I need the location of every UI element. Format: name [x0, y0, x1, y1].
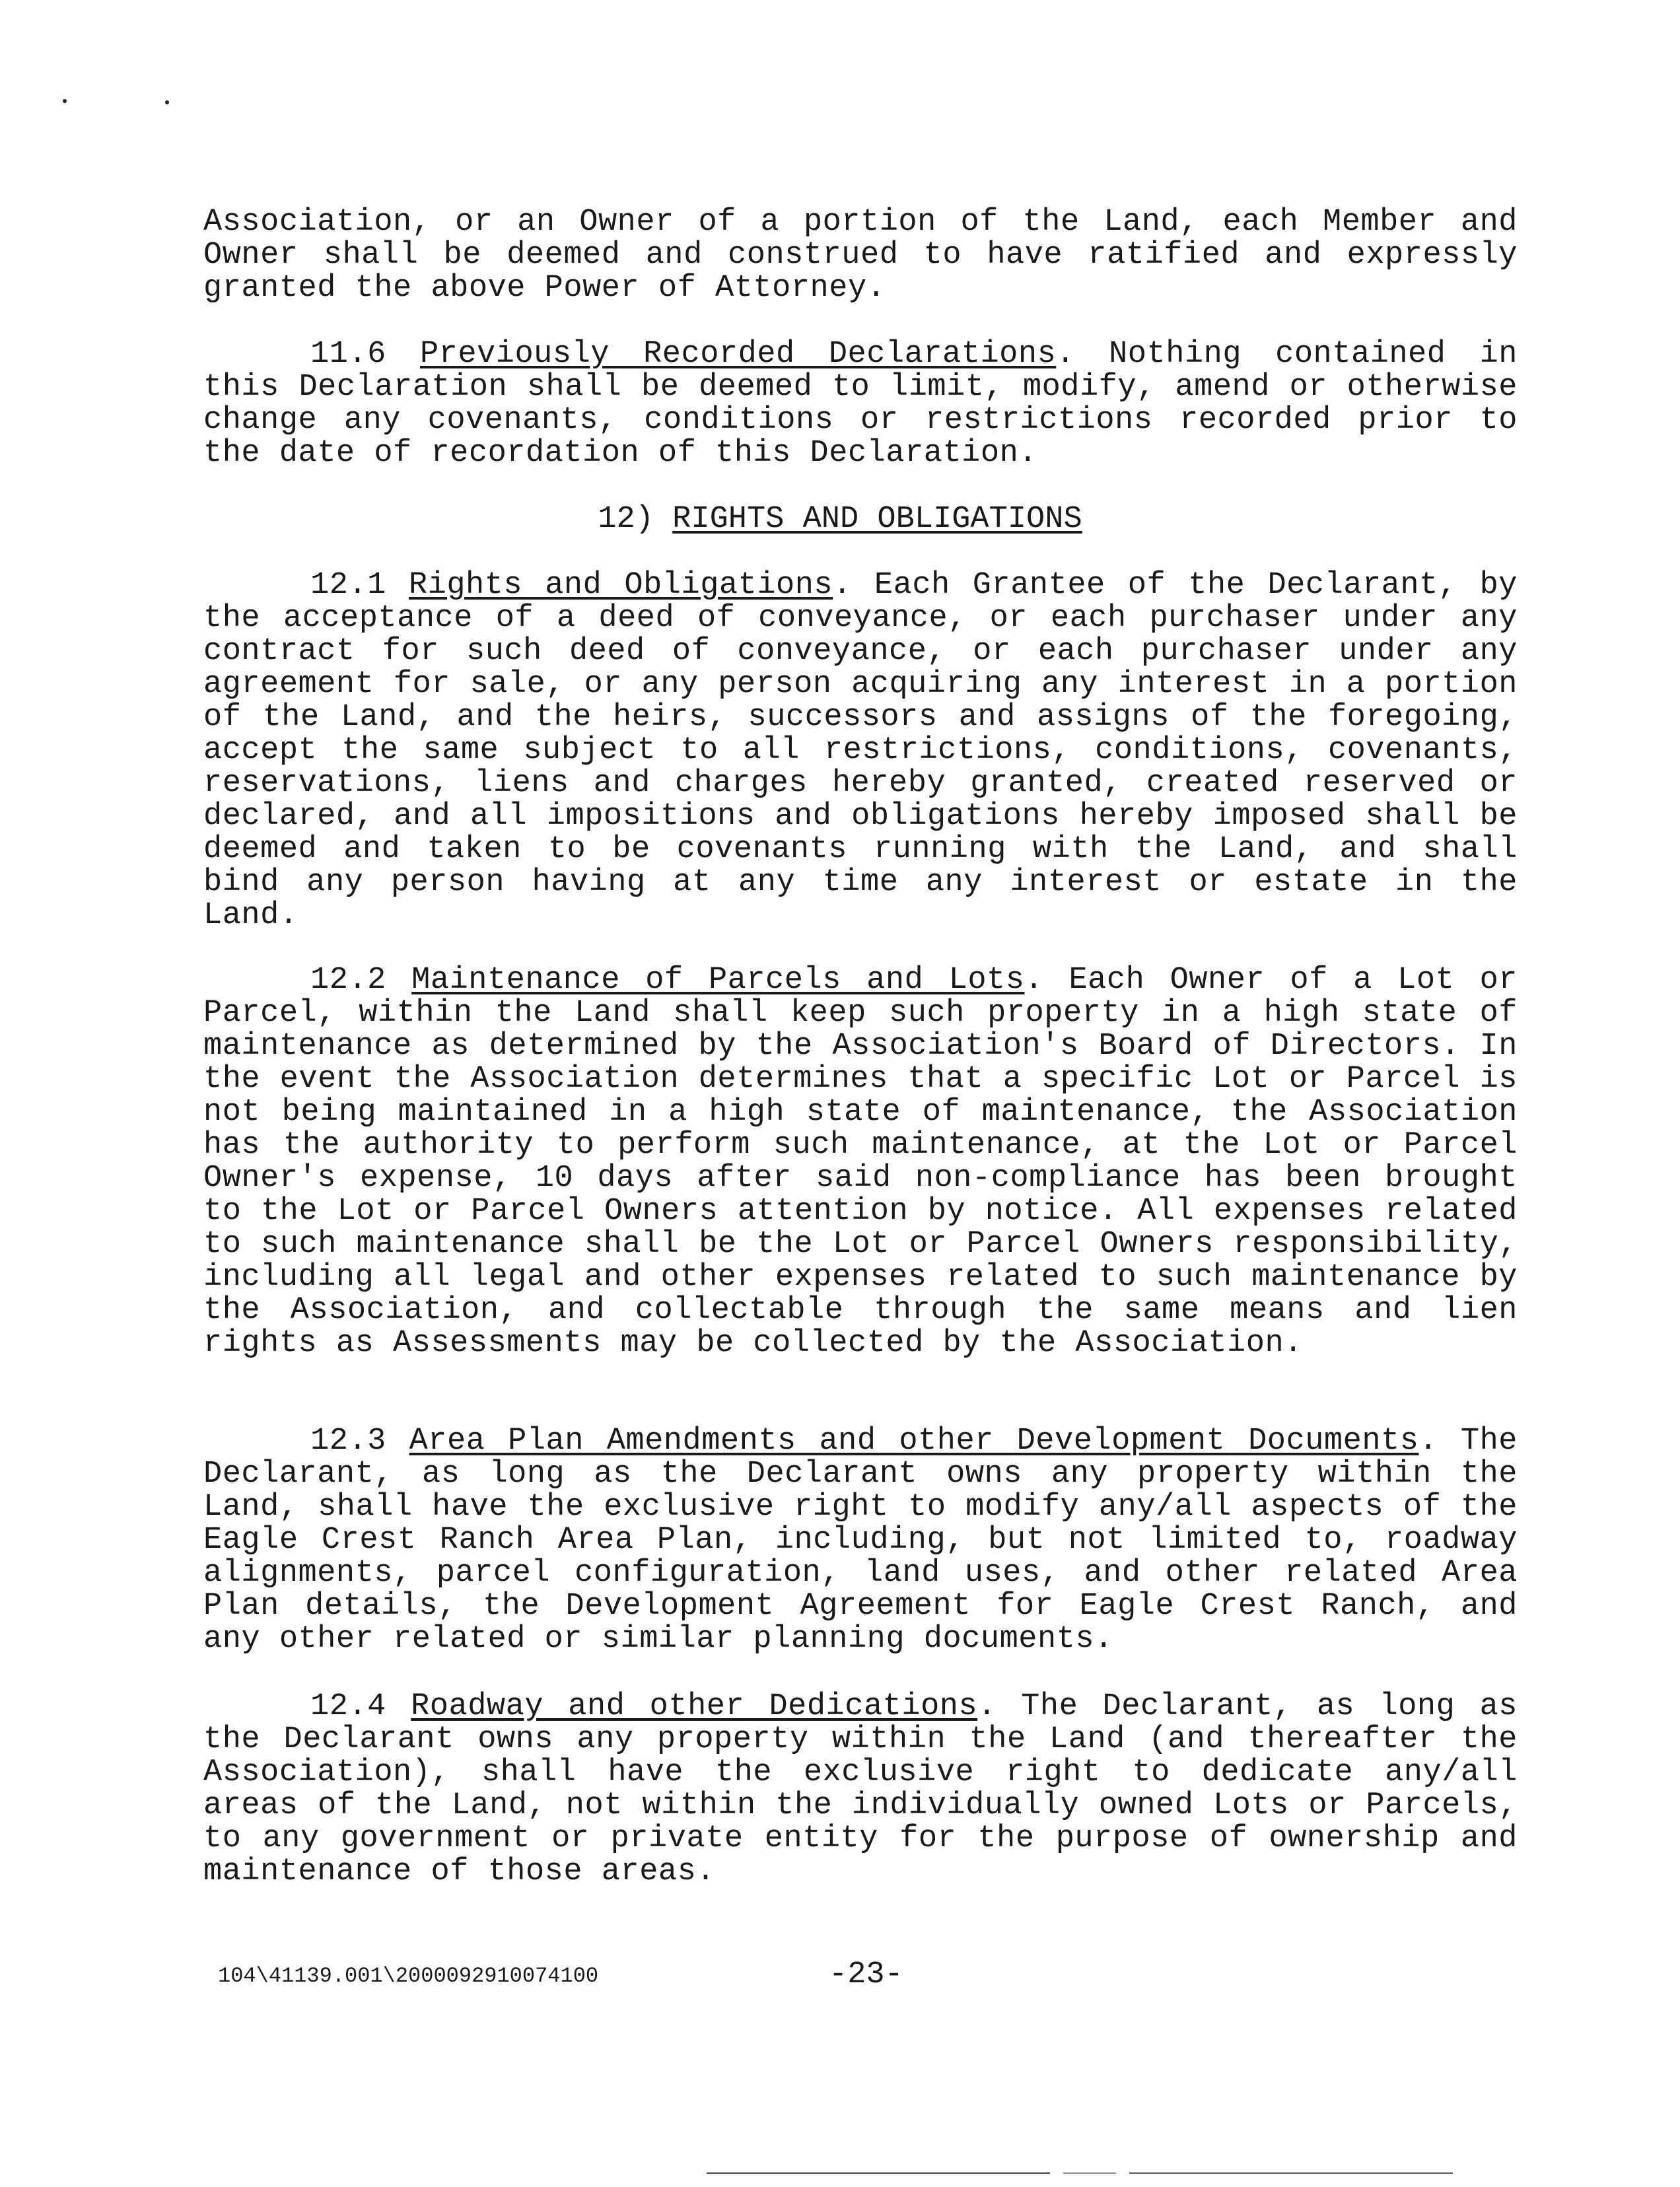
- section-number: 12.4: [310, 1689, 386, 1724]
- section-number: 12.1: [310, 568, 386, 603]
- section-text: . The Declarant, as long as the Declarant owns any property within the Land, shall have the exclusive right to modify any/all aspects of the Eagle Crest Ranch Area Plan, including, but not limited to, roadway alignments, parcel configuration, land uses, and other related Area Plan details, the Development Agreement for Eagle Crest Ranch, and any other related or similar planning documents.: [203, 1424, 1518, 1657]
- opening-paragraph-text: Association, or an Owner of a portion of the Land, each Member and Owner shall be deemed and construed to have ratified and expressly granted the above Power of Attorney.: [203, 205, 1518, 306]
- section-number: 12.3: [310, 1424, 386, 1459]
- section-11-6: [203, 338, 1518, 470]
- scan-artifact-dot: [63, 99, 67, 103]
- section-text: . The Declarant, as long as the Declarant owns any property within the Land (and thereafter the Association), shall have the exclusive right to dedicate any/all areas of the Land, not within the individually owned Lots or Parcels, to any government or private entity for the purpose of ownership and maintenance of those areas.: [203, 1689, 1518, 1889]
- article-title: RIGHTS AND OBLIGATIONS: [672, 502, 1082, 537]
- section-title: Roadway and other Dedications: [411, 1689, 978, 1724]
- section-text: . Each Owner of a Lot or Parcel, within the Land shall keep such property in a high state of maintenance as determined by the Association's Board of Directors. In the event the Association determines that a specific Lot or Parcel is not being maintained in a high state of maintenance, the Association has the authority to perform such maintenance, at the Lot or Parcel Owner's expense, 10 days after said non-compliance has been brought to the Lot or Parcel Owners attention by notice. All expenses related to such maintenance shall be the Lot or Parcel Owners responsibility, including all legal and other expenses related to such maintenance by the Association, and collectable through the same means and lien rights as Assessments may be collected by the Association.: [203, 963, 1518, 1361]
- bottom-rule-line: [707, 2172, 1453, 2174]
- section-number: 11.6: [310, 337, 386, 372]
- section-title: Area Plan Amendments and other Development Documents: [409, 1424, 1419, 1459]
- page-number: -23-: [829, 1957, 903, 1992]
- article-heading: [0, 503, 1680, 536]
- section-number: 12.2: [310, 963, 386, 998]
- section-title: Previously Recorded Declarations: [419, 337, 1057, 372]
- section-title: Maintenance of Parcels and Lots: [411, 963, 1025, 998]
- scan-artifact-dot: [165, 100, 169, 104]
- section-12-3: [203, 1425, 1518, 1656]
- opening-paragraph: [203, 206, 1518, 305]
- section-title: Rights and Obligations: [408, 568, 833, 603]
- section-12-2: [203, 964, 1518, 1360]
- footer-document-reference: 104\41139.001\2000092910074100: [218, 1964, 599, 1988]
- section-text: . Nothing contained in this Declaration shall be deemed to limit, modify, amend or otherwise change any covenants, conditions or restrictions recorded prior to the date of recordation of this Declaration.: [203, 337, 1518, 471]
- section-text: . Each Grantee of the Declarant, by the acceptance of a deed of conveyance, or each purchaser under any contract for such deed of conveyance, or each purchaser under any agreement for sale, or any person acquiring any interest in a portion of the Land, and the heirs, successors and assigns of the foregoing, accept the same subject to all restrictions, conditions, covenants, reservations, liens and charges hereby granted, created reserved or declared, and all impositions and obligations hereby imposed shall be deemed and taken to be covenants running with the Land, and shall bind any person having at any time any interest or estate in the Land.: [203, 568, 1518, 933]
- article-number: 12): [598, 502, 654, 537]
- section-12-1: [203, 569, 1518, 932]
- section-12-4: [203, 1690, 1518, 1889]
